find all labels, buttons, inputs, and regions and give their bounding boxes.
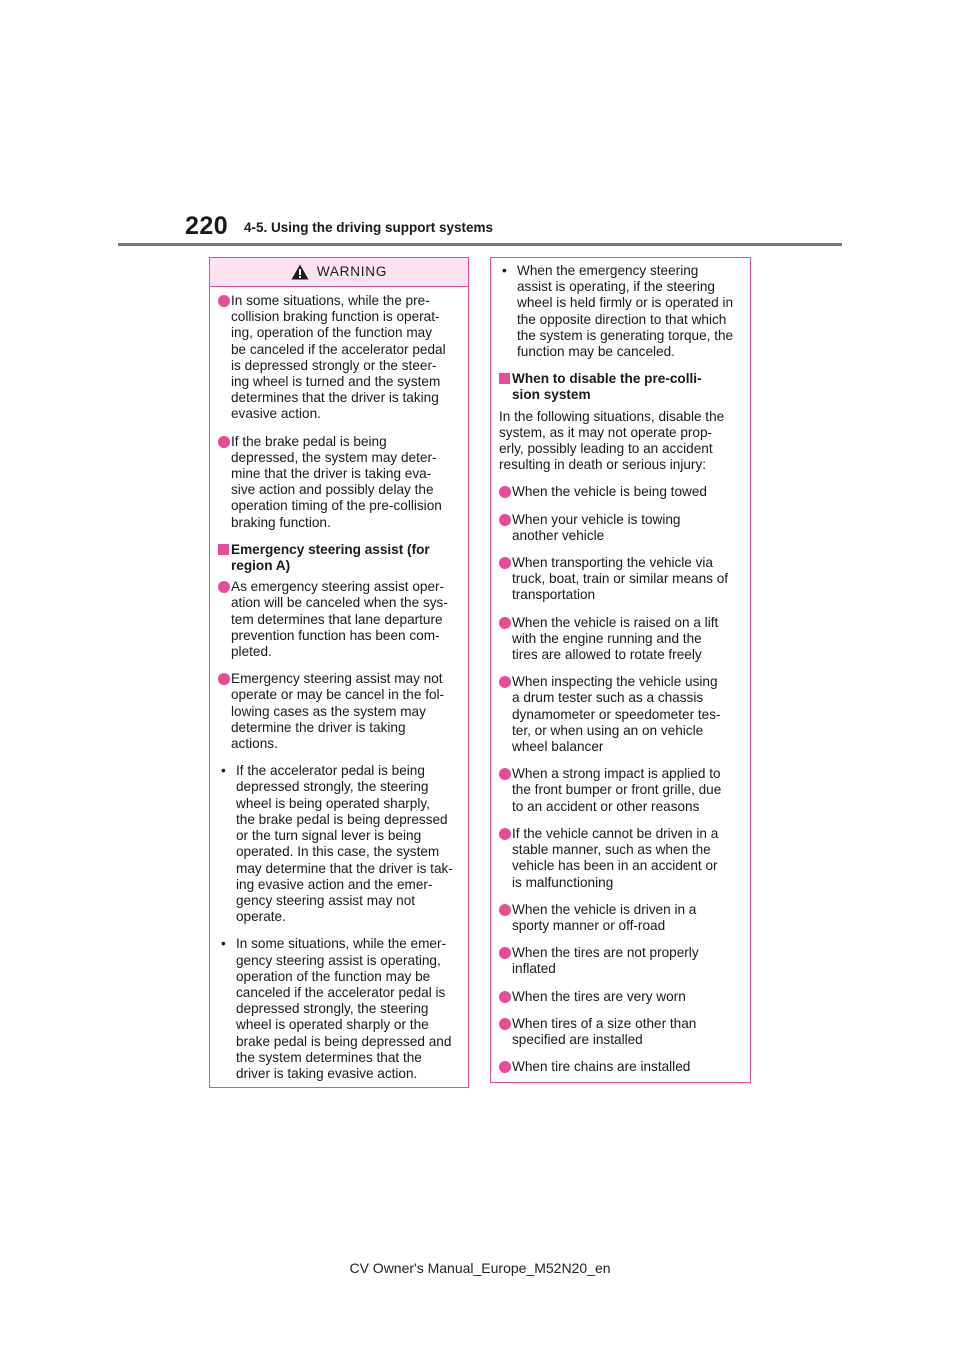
bullet-circle-icon bbox=[218, 295, 230, 307]
text-line: When inspecting the vehicle using bbox=[512, 674, 718, 690]
text-line: driver is taking evasive action. bbox=[236, 1065, 418, 1081]
text-line: operate or may be cancel in the fol- bbox=[231, 687, 445, 703]
bullet-circle-icon bbox=[499, 947, 511, 959]
text-line: canceled if the accelerator pedal is bbox=[236, 984, 446, 1000]
bullet-item bbox=[499, 512, 742, 544]
text-line: region A) bbox=[231, 558, 291, 574]
dot-item bbox=[499, 263, 742, 360]
text-line: If the accelerator pedal is being bbox=[236, 763, 425, 779]
text-line: determine the driver is taking bbox=[231, 719, 406, 735]
text-line: collision braking function is operat- bbox=[231, 309, 440, 325]
text-line: the opposite direction to that which bbox=[517, 311, 727, 327]
dot-marker-icon: • bbox=[221, 936, 226, 952]
text-line: may determine that the driver is tak- bbox=[236, 860, 453, 876]
text-line: is malfunctioning bbox=[512, 874, 614, 890]
text-line: lowing cases as the system may bbox=[231, 703, 426, 719]
text-line: As emergency steering assist oper- bbox=[231, 579, 445, 595]
text-line: the system determines that the bbox=[236, 1049, 422, 1065]
text-line: In some situations, while the pre- bbox=[231, 293, 430, 308]
text-line: to an accident or other reasons bbox=[512, 798, 700, 814]
bullet-circle-icon bbox=[218, 581, 230, 593]
text-line: When to disable the pre-colli- bbox=[512, 371, 702, 387]
text-line: brake pedal is being depressed and bbox=[236, 1033, 452, 1049]
text-line: transportation bbox=[512, 587, 596, 603]
text-line: When a strong impact is applied to bbox=[512, 766, 721, 782]
text-line: When the tires are not properly bbox=[512, 945, 699, 961]
text-line: actions. bbox=[231, 736, 278, 752]
bullet-circle-icon bbox=[218, 673, 230, 685]
text-line: ter, or when using an on vehicle bbox=[512, 722, 704, 738]
text-line: sive action and possibly delay the bbox=[231, 482, 434, 498]
bullet-circle-icon bbox=[499, 557, 511, 569]
bullet-circle-icon bbox=[499, 676, 511, 688]
dot-item bbox=[218, 763, 460, 925]
bullet-circle-icon bbox=[499, 514, 511, 526]
text-line: with the engine running and the bbox=[512, 630, 702, 646]
text-line: tires are allowed to rotate freely bbox=[512, 647, 702, 663]
warning-header bbox=[210, 258, 468, 287]
text-line: When the tires are very worn bbox=[512, 988, 686, 1004]
bullet-circle-icon bbox=[499, 1061, 511, 1073]
footer-text: CV Owner's Manual_Europe_M52N20_en bbox=[349, 1260, 611, 1276]
subheading bbox=[499, 371, 742, 403]
bullet-item bbox=[218, 671, 460, 752]
bullet-item bbox=[499, 902, 742, 934]
text-line: dynamometer or speedometer tes- bbox=[512, 706, 721, 722]
text-line: a drum tester such as a chassis bbox=[512, 690, 704, 706]
right-column-content bbox=[491, 258, 750, 1075]
text-line: pleted. bbox=[231, 644, 272, 660]
text-line: mine that the driver is taking eva- bbox=[231, 466, 432, 482]
warning-content bbox=[210, 287, 468, 1082]
text-line: inflated bbox=[512, 961, 556, 977]
text-line: or the turn signal lever is being bbox=[236, 828, 422, 844]
text-line: When tire chains are installed bbox=[512, 1059, 691, 1075]
bullet-circle-icon bbox=[499, 768, 511, 780]
text-line: If the vehicle cannot be driven in a bbox=[512, 825, 719, 841]
text-line: When the emergency steering bbox=[517, 263, 699, 278]
warning-title: WARNING bbox=[316, 263, 388, 279]
bullet-item bbox=[499, 555, 742, 604]
text-line: operate. bbox=[236, 909, 286, 925]
warning-triangle-icon bbox=[291, 264, 309, 280]
bullet-item bbox=[218, 434, 460, 531]
page-number: 220 bbox=[185, 212, 229, 240]
text-line: When tires of a size other than bbox=[512, 1015, 697, 1031]
text-line: operation timing of the pre-collision bbox=[231, 498, 442, 514]
bullet-circle-icon bbox=[499, 828, 511, 840]
bullet-item bbox=[499, 826, 742, 891]
text-line: ation will be canceled when the sys- bbox=[231, 595, 448, 611]
text-line: depressed strongly, the steering bbox=[236, 1001, 429, 1017]
bullet-item bbox=[499, 766, 742, 815]
bullet-item bbox=[218, 293, 460, 423]
text-line: erly, possibly leading to an accident bbox=[499, 441, 713, 457]
text-line: specified are installed bbox=[512, 1031, 643, 1047]
text-line: vehicle has been in an accident or bbox=[512, 858, 718, 874]
bullet-item bbox=[499, 484, 742, 500]
bullet-item bbox=[499, 615, 742, 664]
text-line: If the brake pedal is being bbox=[231, 433, 387, 449]
text-line: When transporting the vehicle via bbox=[512, 555, 713, 571]
section-title: 4-5. Using the driving support systems bbox=[244, 220, 494, 235]
paragraph bbox=[499, 409, 742, 474]
text-line: In the following situations, disable the bbox=[499, 408, 725, 424]
bullet-circle-icon bbox=[499, 904, 511, 916]
right-column-box bbox=[490, 257, 751, 1083]
text-line: depressed, the system may deter- bbox=[231, 449, 437, 465]
text-line: Emergency steering assist (for bbox=[231, 541, 430, 557]
text-line: stable manner, such as when the bbox=[512, 842, 711, 858]
text-line: the system is generating torque, the bbox=[517, 327, 734, 343]
text-line: assist is operating, if the steering bbox=[517, 279, 715, 295]
bullet-circle-icon bbox=[499, 991, 511, 1003]
text-line: resulting in death or serious injury: bbox=[499, 457, 707, 473]
text-line: sporty manner or off-road bbox=[512, 917, 666, 933]
bullet-circle-icon bbox=[218, 436, 230, 448]
text-line: When your vehicle is towing bbox=[512, 511, 681, 527]
text-line: determines that the driver is taking bbox=[231, 390, 439, 406]
text-line: When the vehicle is driven in a bbox=[512, 901, 697, 917]
bullet-item bbox=[218, 579, 460, 660]
bullet-item bbox=[499, 945, 742, 977]
text-line: the brake pedal is being depressed bbox=[236, 811, 448, 827]
text-line: evasive action. bbox=[231, 406, 321, 422]
text-line: In some situations, while the emer- bbox=[236, 936, 447, 952]
bullet-circle-icon bbox=[499, 617, 511, 629]
bullet-item bbox=[499, 1059, 742, 1075]
text-line: operated. In this case, the system bbox=[236, 844, 440, 860]
warning-box bbox=[209, 257, 469, 1088]
text-line: wheel is held firmly or is operated in bbox=[517, 295, 734, 311]
text-line: truck, boat, train or similar means of bbox=[512, 571, 729, 587]
text-line: be canceled if the accelerator pedal bbox=[231, 341, 446, 357]
text-line: depressed strongly, the steering bbox=[236, 779, 429, 795]
dot-marker-icon: • bbox=[221, 763, 226, 779]
subheading bbox=[218, 542, 460, 574]
text-line: the front bumper or front grille, due bbox=[512, 782, 722, 798]
text-line: When the vehicle is being towed bbox=[512, 484, 707, 500]
text-line: ing evasive action and the emer- bbox=[236, 876, 433, 892]
dot-item bbox=[218, 936, 460, 1082]
text-line: ing wheel is turned and the system bbox=[231, 374, 441, 390]
text-line: gency steering assist is operating, bbox=[236, 952, 441, 968]
bullet-item bbox=[499, 674, 742, 755]
bullet-circle-icon bbox=[499, 1018, 511, 1030]
header-rule bbox=[118, 243, 842, 246]
square-marker-icon bbox=[499, 373, 510, 384]
bullet-circle-icon bbox=[499, 486, 511, 498]
text-line: sion system bbox=[512, 387, 591, 403]
text-line: ing, operation of the function may bbox=[231, 325, 433, 341]
bullet-item bbox=[499, 989, 742, 1005]
text-line: is depressed strongly or the steer- bbox=[231, 357, 437, 373]
dot-marker-icon: • bbox=[502, 263, 507, 278]
text-line: Emergency steering assist may not bbox=[231, 671, 443, 687]
text-line: braking function. bbox=[231, 514, 331, 530]
text-line: gency steering assist may not bbox=[236, 892, 416, 908]
text-line: wheel is operated sharply or the bbox=[236, 1017, 429, 1033]
text-line: another vehicle bbox=[512, 527, 605, 543]
text-line: tem determines that lane departure bbox=[231, 611, 443, 627]
text-line: wheel balancer bbox=[512, 739, 604, 755]
text-line: prevention function has been com- bbox=[231, 627, 440, 643]
bullet-item bbox=[499, 1016, 742, 1048]
text-line: function may be canceled. bbox=[517, 344, 675, 360]
text-line: operation of the function may be bbox=[236, 968, 431, 984]
square-marker-icon bbox=[218, 544, 229, 555]
text-line: system, as it may not operate prop- bbox=[499, 424, 713, 440]
text-line: wheel is being operated sharply, bbox=[236, 795, 430, 811]
text-line: When the vehicle is raised on a lift bbox=[512, 614, 719, 630]
